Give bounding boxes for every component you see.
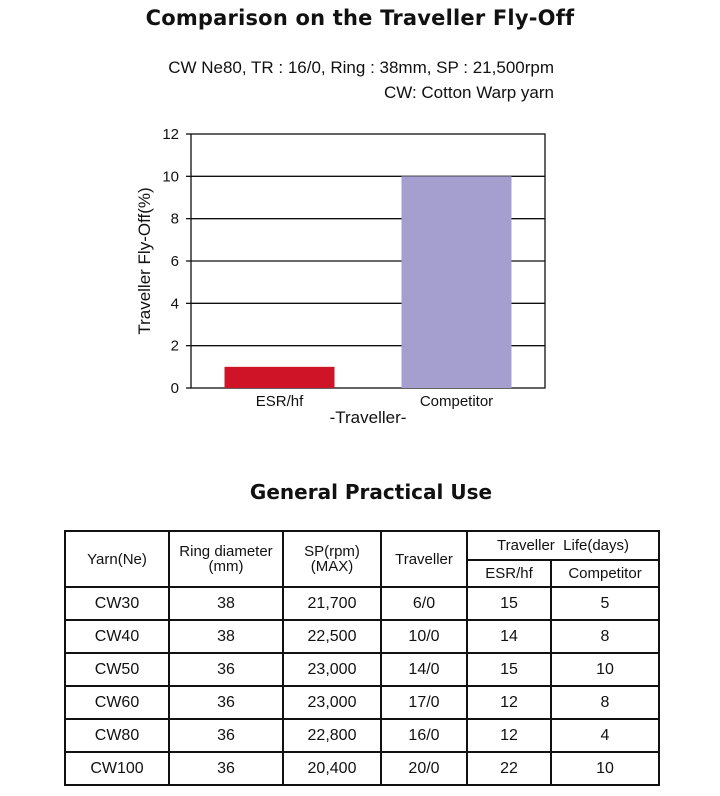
cell-sp: 21,700 <box>283 587 381 620</box>
cell-esr-life: 15 <box>467 587 551 620</box>
header-esr: ESR/hf <box>467 560 551 587</box>
cell-competitor-life: 8 <box>551 686 659 719</box>
cell-sp: 22,800 <box>283 719 381 752</box>
cell-ring: 36 <box>169 686 283 719</box>
y-tick-label: 12 <box>162 126 179 143</box>
cell-ring: 36 <box>169 653 283 686</box>
cell-esr-life: 22 <box>467 752 551 785</box>
table-body <box>65 587 659 785</box>
yarn-note: CW: Cotton Warp yarn <box>383 83 554 102</box>
header-ring-diameter <box>169 531 283 587</box>
y-tick-label: 2 <box>170 337 179 355</box>
cell-competitor-life: 10 <box>551 653 659 686</box>
header-sp-line1: SP(rpm) <box>304 543 360 560</box>
cell-traveller: 16/0 <box>381 719 467 752</box>
y-tick-label: 6 <box>170 253 179 270</box>
cell-competitor-life: 4 <box>551 719 659 752</box>
cell-esr-life: 12 <box>467 686 551 719</box>
table-row <box>65 620 659 653</box>
y-axis-label: Traveller Fly-Off(%) <box>135 187 154 335</box>
x-category-label: ESR/hf <box>255 393 304 410</box>
cell-sp: 23,000 <box>283 686 381 719</box>
cell-competitor-life: 10 <box>551 752 659 785</box>
table-row <box>65 719 659 752</box>
bar-competitor <box>402 176 512 388</box>
header-ring-line1: Ring diameter <box>179 543 273 560</box>
header-competitor: Competitor <box>551 560 659 587</box>
x-category-label: Competitor <box>419 393 494 410</box>
chart-title: Comparison on the Traveller Fly-Off <box>145 6 575 30</box>
header-traveller: Traveller <box>381 531 467 587</box>
cell-ring: 36 <box>169 752 283 785</box>
header-traveller-life: Traveller Life(days) <box>467 531 659 560</box>
table-header-row <box>65 531 659 560</box>
y-tick-label: 0 <box>170 380 179 397</box>
x-axis-label: -Traveller- <box>329 408 407 427</box>
cell-yarn: CW40 <box>65 620 169 653</box>
cell-sp: 20,400 <box>283 752 381 785</box>
cell-esr-life: 15 <box>467 653 551 686</box>
cell-ring: 38 <box>169 587 283 620</box>
test-conditions: CW Ne80, TR : 16/0, Ring : 38mm, SP : 21,500rpm <box>168 58 554 77</box>
table-row <box>65 653 659 686</box>
cell-traveller: 20/0 <box>381 752 467 785</box>
table-row <box>65 587 659 620</box>
header-sp <box>283 531 381 587</box>
cell-ring: 36 <box>169 719 283 752</box>
table-row <box>65 686 659 719</box>
cell-sp: 22,500 <box>283 620 381 653</box>
cell-yarn: CW80 <box>65 719 169 752</box>
practical-use-table <box>64 530 660 786</box>
cell-traveller: 14/0 <box>381 653 467 686</box>
cell-esr-life: 12 <box>467 719 551 752</box>
cell-yarn: CW30 <box>65 587 169 620</box>
header-ring-line2: (mm) <box>208 558 244 575</box>
header-yarn: Yarn(Ne) <box>65 531 169 587</box>
cell-yarn: CW50 <box>65 653 169 686</box>
cell-traveller: 6/0 <box>381 587 467 620</box>
cell-competitor-life: 5 <box>551 587 659 620</box>
table-title: General Practical Use <box>249 480 493 504</box>
cell-competitor-life: 8 <box>551 620 659 653</box>
table-row <box>65 752 659 785</box>
header-sp-line2: (MAX) <box>310 558 354 575</box>
bar-esr-hf <box>225 367 335 388</box>
cell-sp: 23,000 <box>283 653 381 686</box>
y-tick-label: 10 <box>162 168 179 186</box>
y-tick-label: 8 <box>170 210 179 228</box>
cell-yarn: CW60 <box>65 686 169 719</box>
cell-ring: 38 <box>169 620 283 653</box>
cell-traveller: 10/0 <box>381 620 467 653</box>
cell-traveller: 17/0 <box>381 686 467 719</box>
cell-esr-life: 14 <box>467 620 551 653</box>
cell-yarn: CW100 <box>65 752 169 785</box>
y-tick-label: 4 <box>170 295 179 313</box>
